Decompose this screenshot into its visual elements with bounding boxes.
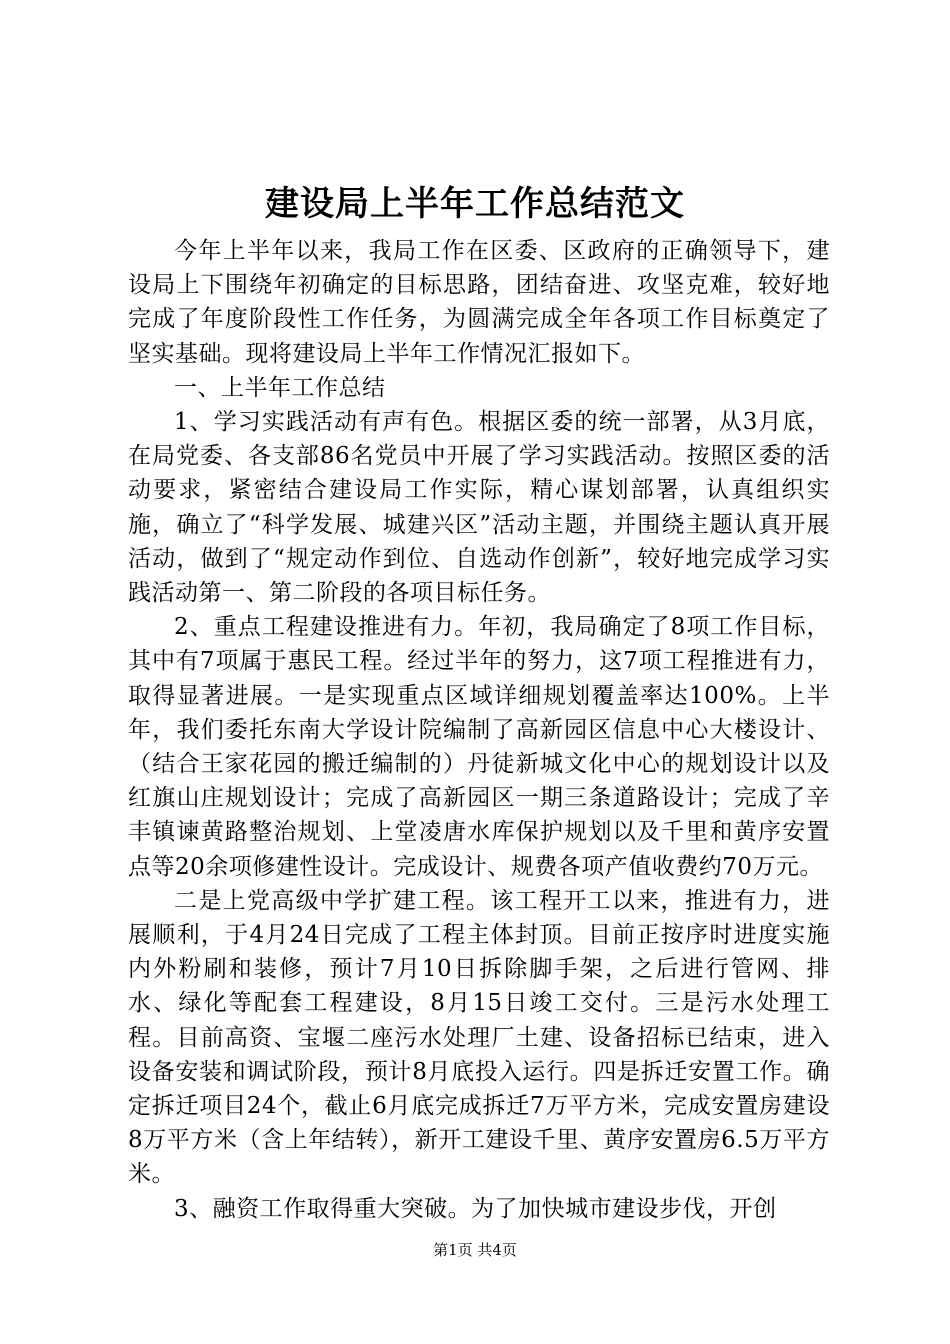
paragraph-projects-continued: 二是上党高级中学扩建工程。该工程开工以来，推进有力，进展顺利，于4月24日完成了工程主体封顶。目前正按序时进度实施内外粉刷和装修，预计7月10日拆除脚手架，之后进行管网、排水、绿化等配套工程建设，8月15日竣工交付。三是污水处理工程。目前高资、宝堰二座污水处理厂土建、设备招标已结束，进入设备安装和调试阶段，预计8月底投入运行。四是拆迁安置工作。确定拆迁项目24个，截止6月底完成拆迁7万平方米，完成安置房建设8万平方米（含上年结转），新开工建设千里、黄序安置房6.5万平方米。 — [128, 887, 830, 1188]
section-heading: 一、上半年工作总结 — [174, 374, 386, 401]
document-body — [128, 234, 830, 1226]
paragraph-key-projects: 2、重点工程建设推进有力。年初，我局确定了8项工作目标，其中有7项属于惠民工程。经过半年的努力，这7项工程推进有力，取得显著进展。一是实现重点区域详细规划覆盖率达100%。上半年，我们委托东南大学设计院编制了高新园区信息中心大楼设计、（结合王家花园的搬迁编制的）丹徒新城文化中心的规划设计以及红旗山庄规划设计；完成了高新园区一期三条道路设计；完成了辛丰镇谏黄路整治规划、上堂凌唐水库保护规划以及千里和黄序安置点等20余项修建性设计。完成设计、规费各项产值收费约70万元。 — [128, 614, 830, 880]
paragraph-study-practice: 1、学习实践活动有声有色。根据区委的统一部署，从3月底，在局党委、各支部86名党员中开展了学习实践活动。按照区委的活动要求，紧密结合建设局工作实际，精心谋划部署，认真组织实施，确立了“科学发展、城建兴区”活动主题，并围绕主题认真开展活动，做到了“规定动作到位、自选动作创新”，较好地完成学习实践活动第一、第二阶段的各项目标任务。 — [128, 409, 830, 607]
document-title: 建设局上半年工作总结范文 — [265, 184, 685, 224]
page-number-footer: 第1页 共4页 — [433, 1241, 517, 1259]
intro-paragraph: 今年上半年以来，我局工作在区委、区政府的正确领导下，建设局上下围绕年初确定的目标思路，团结奋进、攻坚克难，较好地完成了年度阶段性工作任务，为圆满完成全年各项工作目标奠定了坚实基础。现将建设局上半年工作情况汇报如下。 — [128, 238, 830, 367]
paragraph-financing: 3、融资工作取得重大突破。为了加快城市建设步伐，开创 — [174, 1195, 777, 1222]
